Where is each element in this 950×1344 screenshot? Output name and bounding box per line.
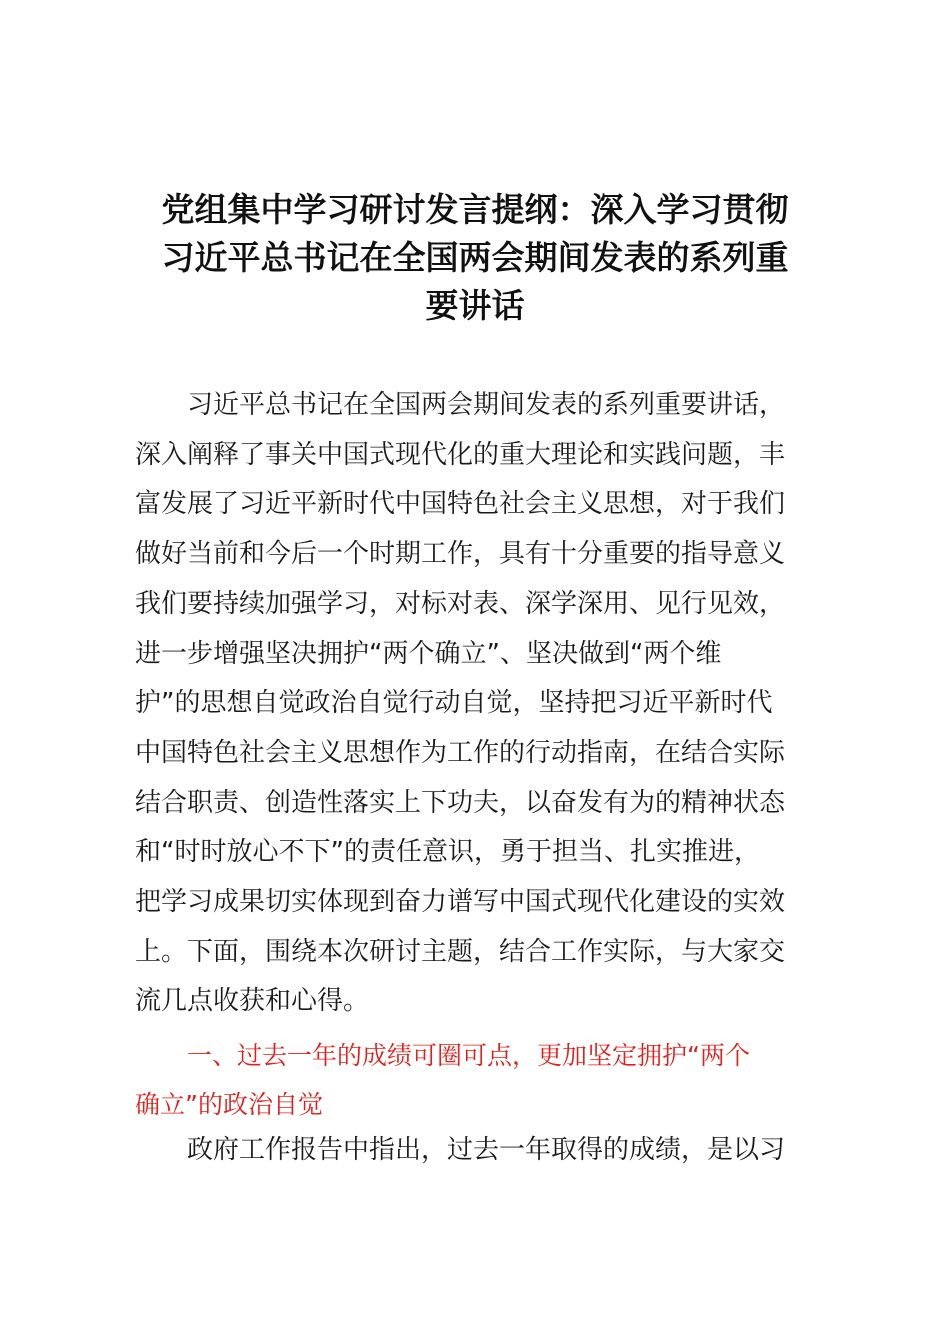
section-heading-1 — [135, 1031, 835, 1129]
paragraph-line: 富发展了习近平新时代中国特色社会主义思想，对于我们 — [135, 489, 786, 520]
paragraph-line: 护”的思想自觉政治自觉行动自觉，坚持把习近平新时代 — [135, 688, 773, 719]
heading-line: 一、过去一年的成绩可圈可点，更加坚定拥护“两个 — [187, 1041, 750, 1070]
paragraph-line: 上。下面，围绕本次研讨主题，结合工作实际，与大家交 — [135, 936, 786, 967]
intro-paragraph — [135, 381, 835, 1027]
paragraph-line: 结合职责、创造性落实上下功夫，以奋发有为的精神状态 — [135, 787, 786, 818]
title-line: 党组集中学习研讨发言提纲：深入学习贯彻 — [161, 190, 789, 229]
title-line: 要讲话 — [425, 286, 525, 325]
paragraph-line: 深入阐释了事关中国式现代化的重大理论和实践问题，丰 — [135, 439, 786, 470]
paragraph-line: 做好当前和今后一个时期工作，具有十分重要的指导意义 — [135, 539, 786, 570]
paragraph-line: 和“时时放心不下”的责任意识，勇于担当、扎实推进， — [135, 837, 760, 868]
paragraph-line: 进一步增强坚决拥护“两个确立”、坚决做到“两个维 — [135, 638, 722, 669]
paragraph-line: 政府工作报告中指出，过去一年取得的成绩，是以习 — [187, 1135, 786, 1165]
paragraph-line: 我们要持续加强学习，对标对表、深学深用、见行见效， — [135, 588, 786, 619]
section-paragraph — [135, 1126, 835, 1176]
title-line: 习近平总书记在全国两会期间发表的系列重 — [161, 238, 789, 277]
paragraph-line: 流几点收获和心得。 — [135, 986, 370, 1017]
paragraph-line: 习近平总书记在全国两会期间发表的系列重要讲话， — [187, 390, 786, 420]
paragraph-line: 把学习成果切实体现到奋力谱写中国式现代化建设的实效 — [135, 887, 786, 918]
heading-line: 确立”的政治自觉 — [135, 1090, 323, 1119]
paragraph-line: 中国特色社会主义思想作为工作的行动指南，在结合实际 — [135, 737, 786, 768]
document-title — [120, 186, 830, 330]
